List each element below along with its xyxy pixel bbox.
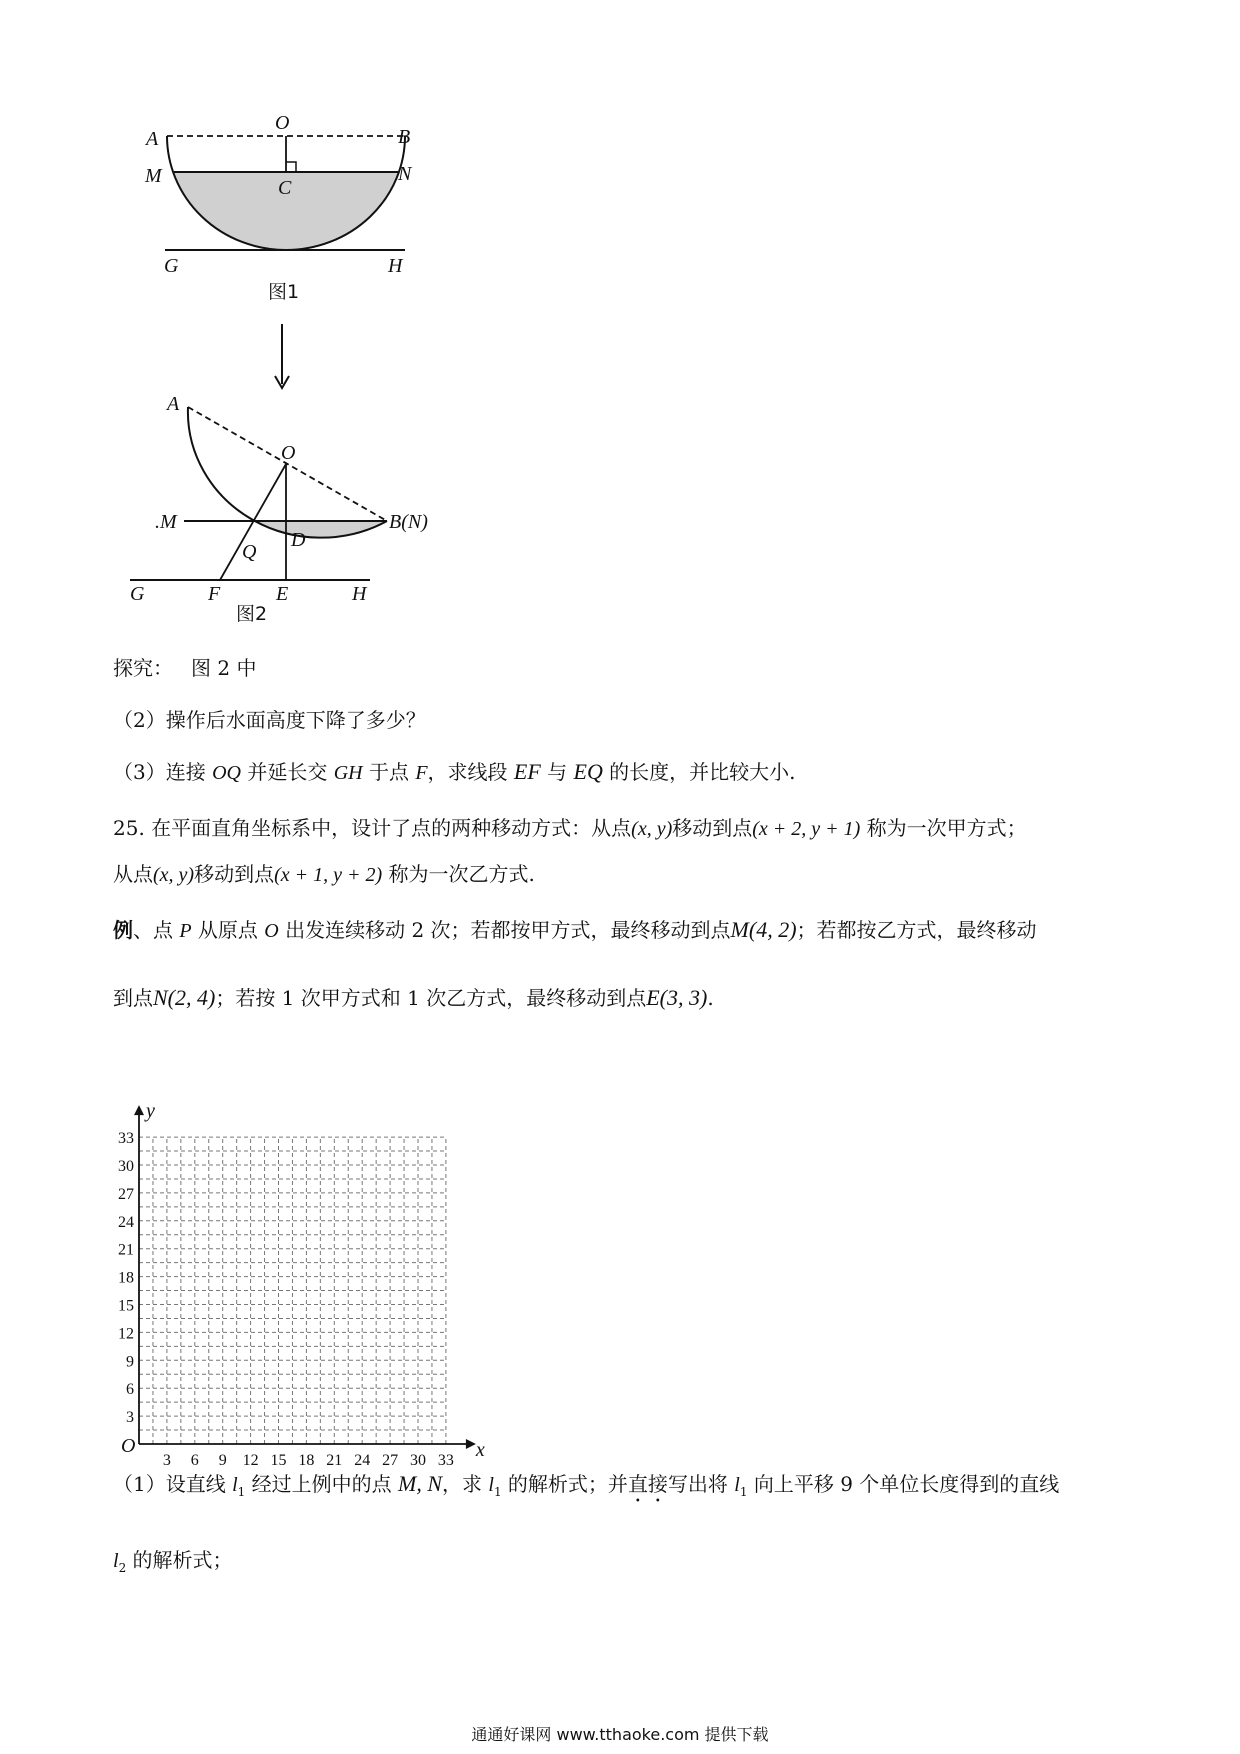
explore-text: 图 2 中 — [191, 656, 257, 680]
y-tick-label: 30 — [118, 1158, 134, 1175]
y-tick-label: 9 — [126, 1353, 134, 1371]
label-b: B — [398, 126, 411, 148]
example-line-1: 例、点 P 从原点 O 出发连续移动 2 次；若都按甲方式，最终移动到点M(4, 2)；若都按乙方式，最终移动 — [113, 917, 1037, 942]
y-axis-label: y — [146, 1100, 155, 1123]
example-line-2: 到点N(2, 4)；若按 1 次甲方式和 1 次乙方式，最终移动到点E(3, 3). — [113, 985, 714, 1010]
x-tick-label: 9 — [218, 1452, 227, 1469]
y-tick-label: 21 — [118, 1241, 134, 1259]
emphasized-text: 直接 — [627, 1472, 668, 1496]
label-g: G — [164, 255, 179, 277]
label-c: C — [278, 177, 292, 199]
label-d: D — [291, 529, 306, 551]
x-tick-label: 33 — [437, 1452, 454, 1469]
label-n: N — [398, 163, 412, 185]
footer-text: 通通好课网 www.tthaoke.com 提供下载 — [471, 1725, 769, 1744]
y-tick-label: 18 — [118, 1269, 134, 1287]
label-m: .M — [155, 511, 177, 533]
figure-2-caption: 图2 — [236, 603, 268, 625]
y-tick-label: 24 — [118, 1213, 134, 1231]
y-tick-label: 12 — [118, 1325, 134, 1343]
x-tick-label: 15 — [270, 1452, 287, 1469]
x-tick-label: 21 — [326, 1452, 343, 1469]
y-tick-label: 15 — [118, 1297, 134, 1315]
question-2: （2）操作后水面高度下降了多少？ — [113, 708, 426, 732]
question-25-line-2: 从点(x, y)移动到点(x + 1, y + 2) 称为一次乙方式. — [113, 862, 535, 886]
x-tick-label: 27 — [382, 1452, 399, 1469]
label-h: H — [388, 255, 403, 277]
example-lead: 例 — [113, 918, 133, 942]
x-tick-label: 6 — [190, 1452, 199, 1469]
x-tick-label: 12 — [242, 1452, 259, 1469]
axes — [134, 1105, 476, 1449]
label-a: A — [146, 128, 159, 150]
x-tick-label: 24 — [354, 1452, 371, 1469]
question-1-line-2: $l_2$ 的解析式； — [113, 1548, 233, 1575]
label-m: M — [145, 165, 162, 187]
y-tick-label: 3 — [126, 1409, 134, 1427]
question-25-line-1: 25. 在平面直角坐标系中，设计了点的两种移动方式：从点(x, y)移动到点(x + 2, y + 1) 称为一次甲方式； — [113, 816, 1027, 840]
label-bn: B(N) — [389, 511, 428, 533]
label-e: E — [276, 583, 289, 605]
label-o: O — [275, 112, 290, 134]
x-tick-label: 18 — [298, 1452, 315, 1469]
x-axis-arrow — [466, 1439, 476, 1449]
tick-labels — [118, 1100, 485, 1469]
label-f: F — [208, 583, 221, 605]
y-tick-label: 33 — [118, 1130, 134, 1148]
label-a: A — [167, 393, 180, 415]
x-tick-label: 30 — [410, 1452, 426, 1469]
label-h: H — [352, 583, 367, 605]
explore-label: 探究： — [113, 656, 173, 680]
origin-label: O — [121, 1435, 136, 1457]
label-g: G — [130, 583, 145, 605]
label-q: Q — [242, 541, 257, 563]
x-tick-label: 3 — [162, 1452, 171, 1469]
grid-lines — [139, 1137, 446, 1444]
x-axis-label: x — [475, 1439, 485, 1461]
y-tick-label: 6 — [126, 1381, 134, 1399]
question-3: （3）连接 OQ 并延长交 GH 于点 F，求线段 EF 与 EQ 的长度，并比较大小. — [113, 759, 796, 784]
figure-1-caption: 图1 — [268, 281, 300, 303]
label-o: O — [281, 442, 296, 464]
y-axis-arrow — [134, 1105, 144, 1115]
question-1-line-1: （1）设直线 $l_1$ 经过上例中的点 M, N，求 $l_1$ 的解析式；并直接写出将 $l_1$ 向上平移 9 个单位长度得到的直线 — [113, 1471, 1060, 1499]
y-tick-label: 27 — [118, 1185, 134, 1203]
